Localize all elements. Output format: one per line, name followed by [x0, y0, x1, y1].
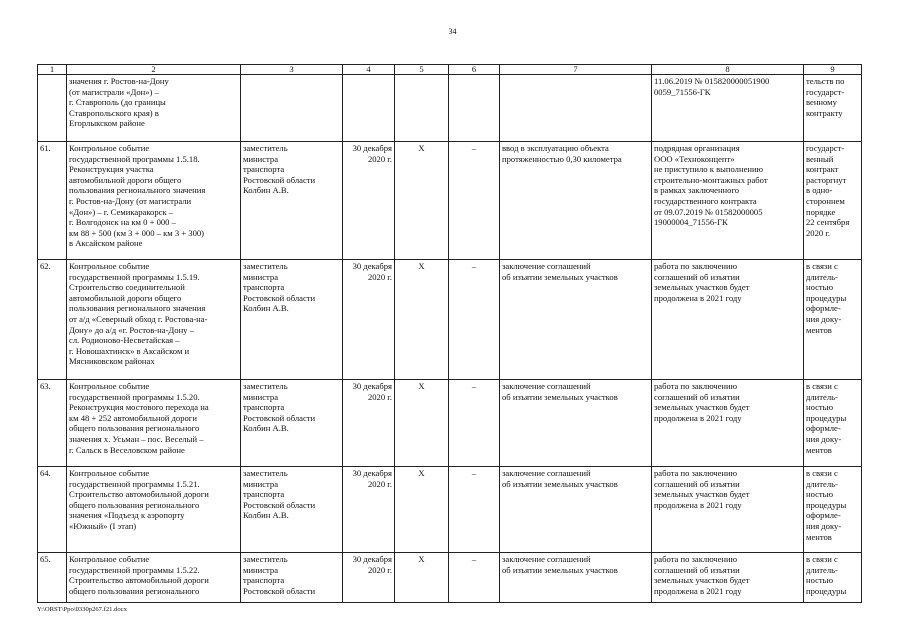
status-cell: подрядная организация ООО «Техноконцепт» не приступило к выполнению строительно-монтажных работ в рамках заключенного государственного контракта от 09.07.2019 № 01582000005 19000004_71556-ГК [652, 142, 804, 260]
status-cell: работа по заключению соглашений об изъятии земельных участков будет продолжена в 2021 году [652, 260, 804, 380]
column-header: 8 [652, 65, 804, 75]
row-number: 63. [38, 380, 67, 467]
mark-cell: X [395, 142, 449, 260]
control-events-table [37, 64, 862, 603]
mark-cell: X [395, 260, 449, 380]
date-cell: 30 декабря 2020 г. [343, 467, 395, 553]
column-header: 4 [343, 65, 395, 75]
date-cell: 30 декабря 2020 г. [343, 142, 395, 260]
date-cell: 30 декабря 2020 г. [343, 380, 395, 467]
row-number [38, 75, 67, 142]
responsible-cell: заместитель министра транспорта Ростовской области Колбин А.В. [241, 142, 343, 260]
status-cell: работа по заключению соглашений об изъятии земельных участков будет продолжена в 2021 году [652, 380, 804, 467]
table-row [38, 142, 862, 260]
result-cell: заключение соглашений об изъятии земельных участков [500, 260, 652, 380]
dash-cell [449, 75, 500, 142]
status-cell: работа по заключению соглашений об изъятии земельных участков будет продолжена в 2021 году [652, 553, 804, 603]
mark-cell: X [395, 553, 449, 603]
table-header-row [38, 65, 862, 75]
row-number: 65. [38, 553, 67, 603]
event-cell: Контрольное событие государственной программы 1.5.19. Строительство соединительной автомобильной дороги общего пользования регионального значения от а/д «Северный обход г. Ростова-на- Дону» до а/д «г. Ростов-на-Дону – сл. Родионово-Несветайская – г. Новошахтинск» в Аксайском и Мясниковском районах [67, 260, 241, 380]
dash-cell: – [449, 553, 500, 603]
dash-cell: – [449, 380, 500, 467]
column-header: 6 [449, 65, 500, 75]
mark-cell: X [395, 380, 449, 467]
table-row [38, 380, 862, 467]
date-cell: 30 декабря 2020 г. [343, 260, 395, 380]
table-row [38, 75, 862, 142]
event-cell: Контрольное событие государственной программы 1.5.22. Строительство автомобильной дороги общего пользования регионального [67, 553, 241, 603]
column-header: 5 [395, 65, 449, 75]
dash-cell: – [449, 142, 500, 260]
column-header: 7 [500, 65, 652, 75]
event-cell: Контрольное событие государственной программы 1.5.21. Строительство автомобильной дороги общего пользования регионального значения «Подъезд к аэропорту «Южный» (I этап) [67, 467, 241, 553]
table-row [38, 260, 862, 380]
column-header: 1 [38, 65, 67, 75]
reason-cell: в связи с длитель- ностью процедуры оформле- ния доку- ментов [804, 380, 862, 467]
event-cell: значения г. Ростов-на-Дону (от магистрали «Дон») – г. Ставрополь (до границы Ставропольского края) в Егорлыкском районе [67, 75, 241, 142]
column-header: 2 [67, 65, 241, 75]
table-row [38, 553, 862, 603]
responsible-cell: заместитель министра транспорта Ростовской области Колбин А.В. [241, 467, 343, 553]
row-number: 64. [38, 467, 67, 553]
reason-cell: в связи с длитель- ностью процедуры оформле- ния доку- ментов [804, 467, 862, 553]
date-cell: 30 декабря 2020 г. [343, 553, 395, 603]
result-cell [500, 75, 652, 142]
page-number: 34 [448, 27, 457, 36]
reason-cell: в связи с длитель- ностью процедуры оформле- ния доку- ментов [804, 260, 862, 380]
result-cell: ввод в эксплуатацию объекта протяженностью 0,30 километра [500, 142, 652, 260]
reason-cell: государст- венный контракт расторгнут в одно- стороннем порядке 22 сентября 2020 г. [804, 142, 862, 260]
column-header: 9 [804, 65, 862, 75]
table-row [38, 467, 862, 553]
reason-cell: в связи с длитель- ностью процедуры [804, 553, 862, 603]
event-cell: Контрольное событие государственной программы 1.5.20. Реконструкция мостового перехода на км 48 + 252 автомобильной дороги общего пользования регионального значения х. Усьман – пос. Веселый – г. Сальск в Веселовском районе [67, 380, 241, 467]
status-cell: 11.06.2019 № 015820000051900 0059_71556-ГК [652, 75, 804, 142]
responsible-cell: заместитель министра транспорта Ростовской области [241, 553, 343, 603]
result-cell: заключение соглашений об изъятии земельных участков [500, 553, 652, 603]
reason-cell: тельств по государст- венному контракту [804, 75, 862, 142]
mark-cell [395, 75, 449, 142]
document-file-path: Y:\ORST\Ppo\0330p267.f21.docx [37, 606, 127, 613]
result-cell: заключение соглашений об изъятии земельных участков [500, 467, 652, 553]
row-number: 62. [38, 260, 67, 380]
date-cell [343, 75, 395, 142]
responsible-cell: заместитель министра транспорта Ростовской области Колбин А.В. [241, 260, 343, 380]
dash-cell: – [449, 467, 500, 553]
responsible-cell [241, 75, 343, 142]
row-number: 61. [38, 142, 67, 260]
status-cell: работа по заключению соглашений об изъятии земельных участков будет продолжена в 2021 году [652, 467, 804, 553]
result-cell: заключение соглашений об изъятии земельных участков [500, 380, 652, 467]
dash-cell: – [449, 260, 500, 380]
responsible-cell: заместитель министра транспорта Ростовской области Колбин А.В. [241, 380, 343, 467]
event-cell: Контрольное событие государственной программы 1.5.18. Реконструкция участка автомобильной дороги общего пользования регионального значения г. Ростов-на-Дону (от магистрали «Дон») – г. Семикаракорск – г. Волгодонск на км 0 + 000 – км 88 + 500 (км 3 + 000 – км 3 + 300) в Аксайском районе [67, 142, 241, 260]
mark-cell: X [395, 467, 449, 553]
column-header: 3 [241, 65, 343, 75]
